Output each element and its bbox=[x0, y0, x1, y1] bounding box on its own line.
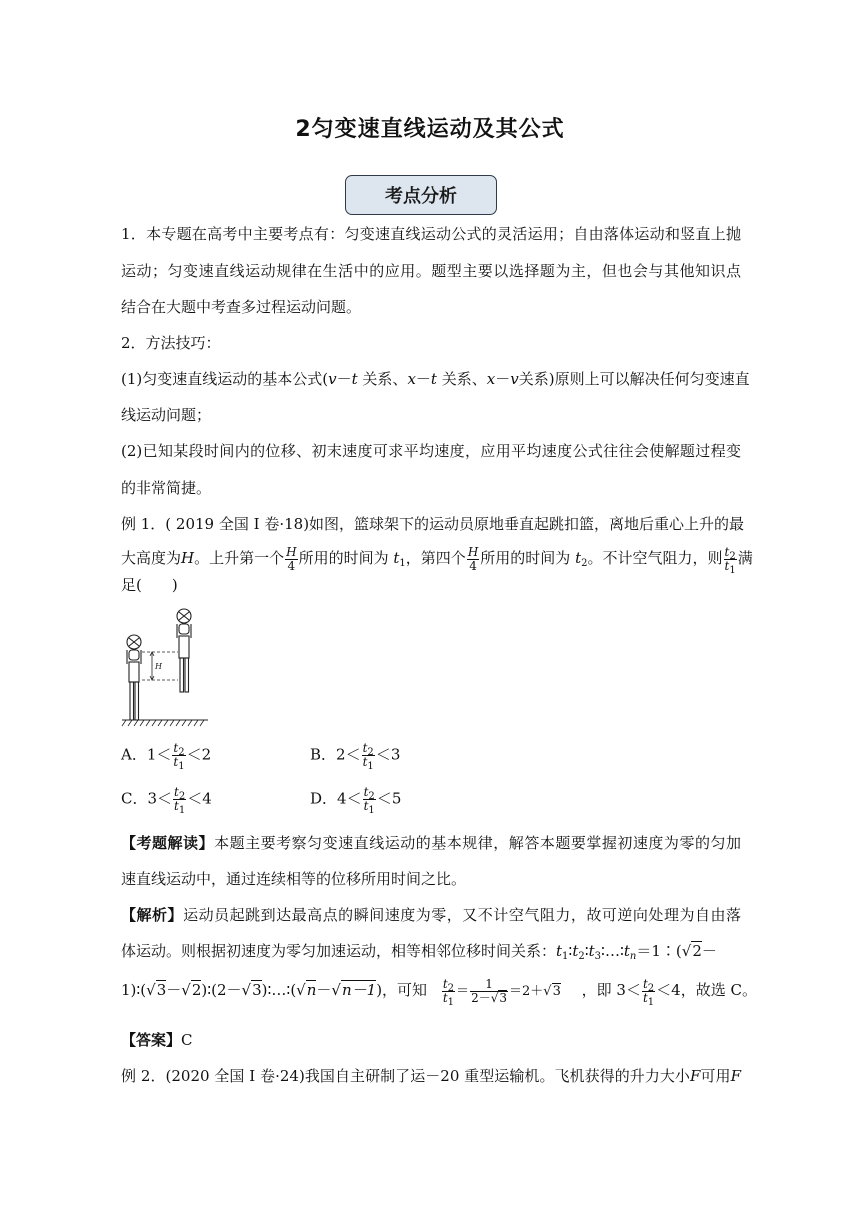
para1-line3: 结合在大题中考查多过程运动问题。 bbox=[121, 298, 362, 316]
para1-line2: 运动；匀变速直线运动规律在生活中的应用。题型主要以选择题为主，但也会与其他知识点 bbox=[121, 262, 741, 280]
ex1-line3: 足( ) bbox=[121, 576, 178, 594]
ex2-line1: 例 2．(2020 全国 I 卷·24)我国自主研制了运－20 重型运输机。飞机获得的升力大小F可用F bbox=[121, 1067, 741, 1085]
tip2-line2: 的非常简捷。 bbox=[121, 479, 212, 497]
height-label: H bbox=[155, 662, 162, 671]
ex1-line2: 大高度为H。上升第一个 $\frac{H}{4}$ 所用的时间为 $t_1$，第四个 $\frac{H}{4}$ 所用的时间为 $t_2$。不计空气阻力，则 $\frac{t_2}{t_1}$ 满 bbox=[121, 544, 753, 576]
page-title: 2匀变速直线运动及其公式 bbox=[295, 117, 565, 142]
analysis-line2: 体运动。则根据初速度为零匀加速运动，相等相邻位移时间关系：$t_1∶t_2∶t_3∶\dots∶t_n=1∶(√2-$ bbox=[121, 942, 717, 962]
analysis-line1: 【解析】运动员起跳到达最高点的瞬间速度为零，又不计空气阻力，故可逆向处理为自由落 bbox=[121, 906, 741, 924]
analysis-line3: 1)∶(√3－√2)∶(2－√3)∶…∶(√n－√n－1)，可知 $\frac{t_2}{t_1}$ ＝ $\frac{1}{2-√3}$ ＝2＋√3 ，即 3＜ $\frac{t_2}{t_1}$ ＜4，故选 C。 bbox=[121, 976, 757, 1008]
option-a: A．1＜ $\frac{t_2}{t_1}$ ＜2 bbox=[121, 741, 212, 772]
review-line1: 【考题解读】本题主要考察匀变速直线运动的基本规律，解答本题要掌握初速度为零的匀加 bbox=[121, 834, 741, 852]
tip1-line2: 线运动问题； bbox=[121, 406, 212, 424]
para2-heading: 2．方法技巧： bbox=[121, 334, 221, 352]
option-c: C．3＜ $\frac{t_2}{t_1}$ ＜4 bbox=[121, 785, 212, 816]
tip2-line1: (2)已知某段时间内的位移、初末速度可求平均速度，应用平均速度公式往往会使解题过程变 bbox=[121, 442, 741, 460]
review-line2: 速直线运动中，通过连续相等的位移所用时间之比。 bbox=[121, 870, 467, 888]
one-over-fraction: $\frac{1}{2-√3}$ bbox=[471, 976, 507, 1005]
option-b: B．2＜ $\frac{t_2}{t_1}$ ＜3 bbox=[310, 741, 401, 772]
ex1-line1: 例 1．( 2019 全国 I 卷·18)如图，篮球架下的运动员原地垂直起跳扣篮，离地后重心上升的最 bbox=[121, 515, 745, 533]
h-over-4-fraction: $\frac{H}{4}$ bbox=[467, 544, 479, 573]
basketball-jump-figure bbox=[120, 604, 212, 728]
t2-over-t1-fraction: $\frac{t_2}{t_1}$ bbox=[642, 976, 655, 1008]
answer-line: 【答案】C bbox=[121, 1031, 193, 1049]
para1-line1: 1．本专题在高考中主要考点有：匀变速直线运动公式的灵活运用；自由落体运动和竖直上抛 bbox=[121, 225, 741, 243]
t2-over-t1-fraction: $\frac{t_2}{t_1}$ bbox=[724, 544, 736, 576]
tip1-line1: (1)匀变速直线运动的基本公式(v－t 关系、x－t 关系、x－v关系)原则上可以解决任何匀变速直 bbox=[121, 370, 750, 388]
section-badge: 考点分析 bbox=[345, 175, 497, 215]
t2-over-t1-fraction: $\frac{t_2}{t_1}$ bbox=[442, 976, 455, 1008]
h-over-4-fraction: $\frac{H}{4}$ bbox=[286, 544, 297, 573]
option-d: D．4＜ $\frac{t_2}{t_1}$ ＜5 bbox=[310, 785, 402, 816]
